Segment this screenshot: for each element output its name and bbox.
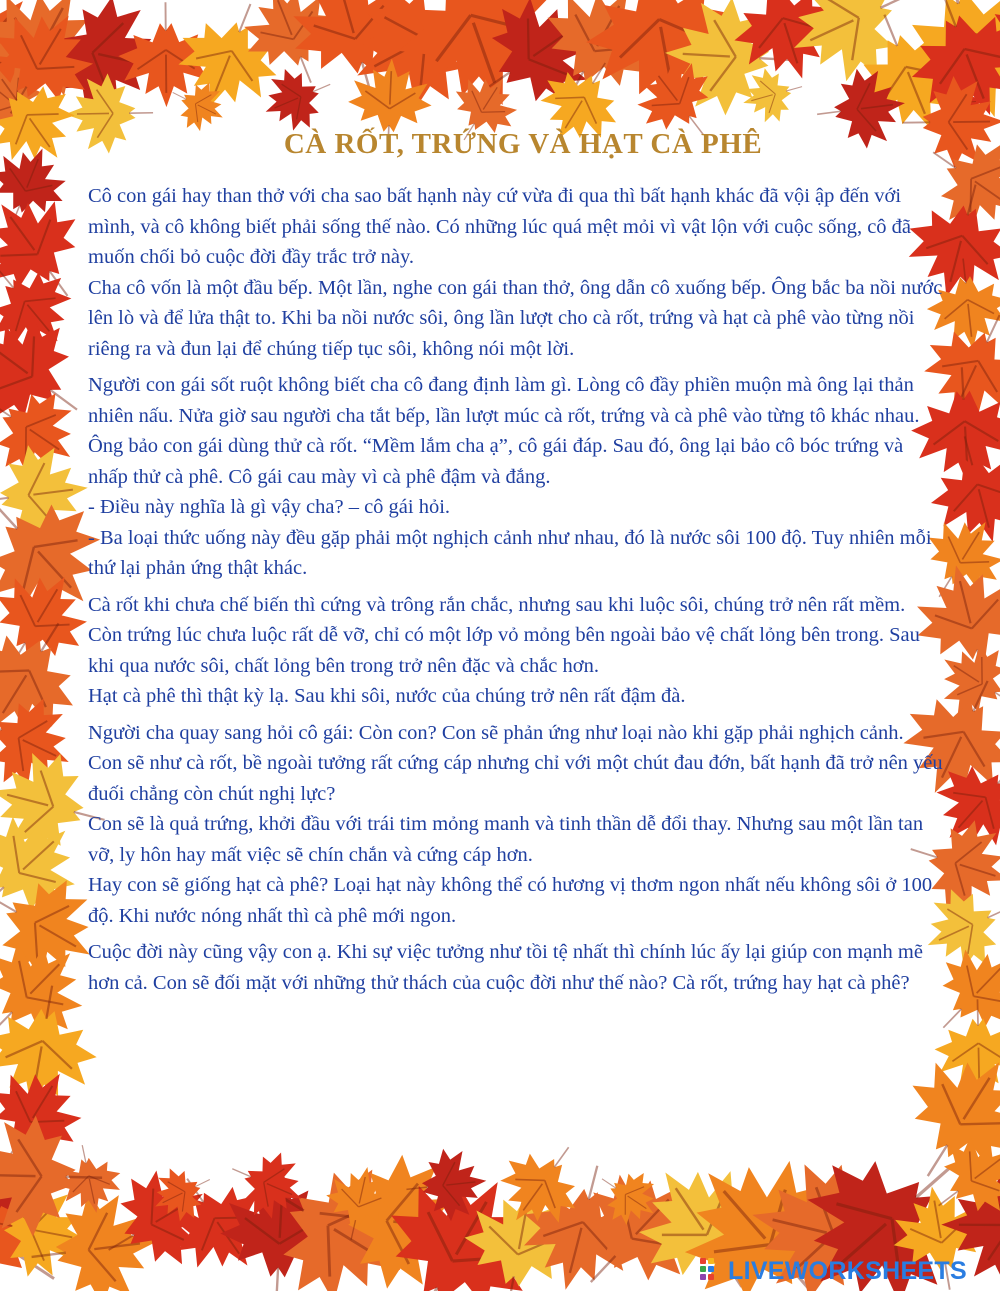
paragraph: Hạt cà phê thì thật kỳ lạ. Sau khi sôi, nước của chúng trở nên rất đậm đà. [88,685,686,707]
paragraph: - Ba loại thức uống này đều gặp phải một nghịch cảnh như nhau, đó là nước sôi 100 độ. Tuy nhiên mỗi thứ lại phản ứng thật khác. [88,526,932,579]
paragraph: Còn trứng lúc chưa luộc rất dễ vỡ, chỉ có một lớp vỏ mỏng bên ngoài bảo vệ chất lỏng bên trong. Sau khi qua nước sôi, chất lỏng bên trong trở nên đặc và chắc hơn. [88,624,920,677]
paragraph: Cô con gái hay than thở với cha sao bất hạnh này cứ vừa đi qua thì bất hạnh khác đã vội ập đến với mình, và cô không biết phải sống thế nào. Có những lúc quá mệt mỏi vì vật lộn với cuộc sống, cô đã muốn chối bỏ cuộc đời đầy trắc trở này. [88,185,912,268]
paragraph: Người con gái sốt ruột không biết cha cô đang định làm gì. Lòng cô đầy phiền muộn mà ông lại thản nhiên nấu. Nửa giờ sau người cha tắt bếp, lần lượt múc cà rốt, trứng và cà phê vào từng tô khác nhau. [88,374,920,427]
liveworksheets-logo [700,1256,967,1286]
logo-icon [700,1258,722,1284]
page-title: CÀ RỐT, TRỨNG VÀ HẠT CÀ PHÊ [283,128,763,160]
paragraph: Con sẽ như cà rốt, bề ngoài tưởng rất cứng cáp nhưng chỉ với một chút đau đớn, bất hạnh đã trở nên yếu đuối chẳng còn chút nghị lực? [88,752,943,805]
paragraph: Hay con sẽ giống hạt cà phê? Loại hạt này không thể có hương vị thơm ngon nhất nếu không sôi ở 100 độ. Khi nước nóng nhất thì cà phê mới ngon. [88,874,933,927]
paragraph: Cha cô vốn là một đầu bếp. Một lần, nghe con gái than thở, ông dẫn cô xuống bếp. Ông bắc ba nồi nước lên lò và để lửa thật to. Khi ba nồi nước sôi, ông lần lượt cho cà rốt, trứng và hạt cà phê vào từng nồi riêng ra và đun lại để chúng tiếp tục sôi, không nói một lời. [88,276,943,360]
paragraph: Cuộc đời này cũng vậy con ạ. Khi sự việc tưởng như tồi tệ nhất thì chính lúc ấy lại giúp con mạnh mẽ hơn cả. Con sẽ đối mặt với những thử thách của cuộc đời như thế nào? Cà rốt, trứng hay hạt cà phê? [88,941,923,994]
logo-text: LIVEWORKSHEETS [728,1256,967,1285]
paragraph: - Điều này nghĩa là gì vậy cha? – cô gái hỏi. [88,496,451,518]
paragraph: Con sẽ là quả trứng, khởi đầu với trái tim mỏng manh và tinh thần dễ đổi thay. Nhưng sau một lần tan vỡ, ly hôn hay mất việc sẽ chín chắn và cứng cáp hơn. [88,813,924,866]
paragraph: Ông bảo con gái dùng thử cà rốt. “Mềm lắm cha ạ”, cô gái đáp. Sau đó, ông lại bảo cô bóc trứng và nhấp thử cà phê. Cô gái cau mày vì cà phê đậm và đắng. [88,435,904,488]
paragraph: Cà rốt khi chưa chế biến thì cứng và trông rắn chắc, nhưng sau khi luộc sôi, chúng trở nên rất mềm. [88,593,906,616]
worksheet-content [88,128,948,998]
paragraph: Người cha quay sang hỏi cô gái: Còn con? Con sẽ phản ứng như loại nào khi gặp phải nghịch cảnh. [88,721,904,744]
